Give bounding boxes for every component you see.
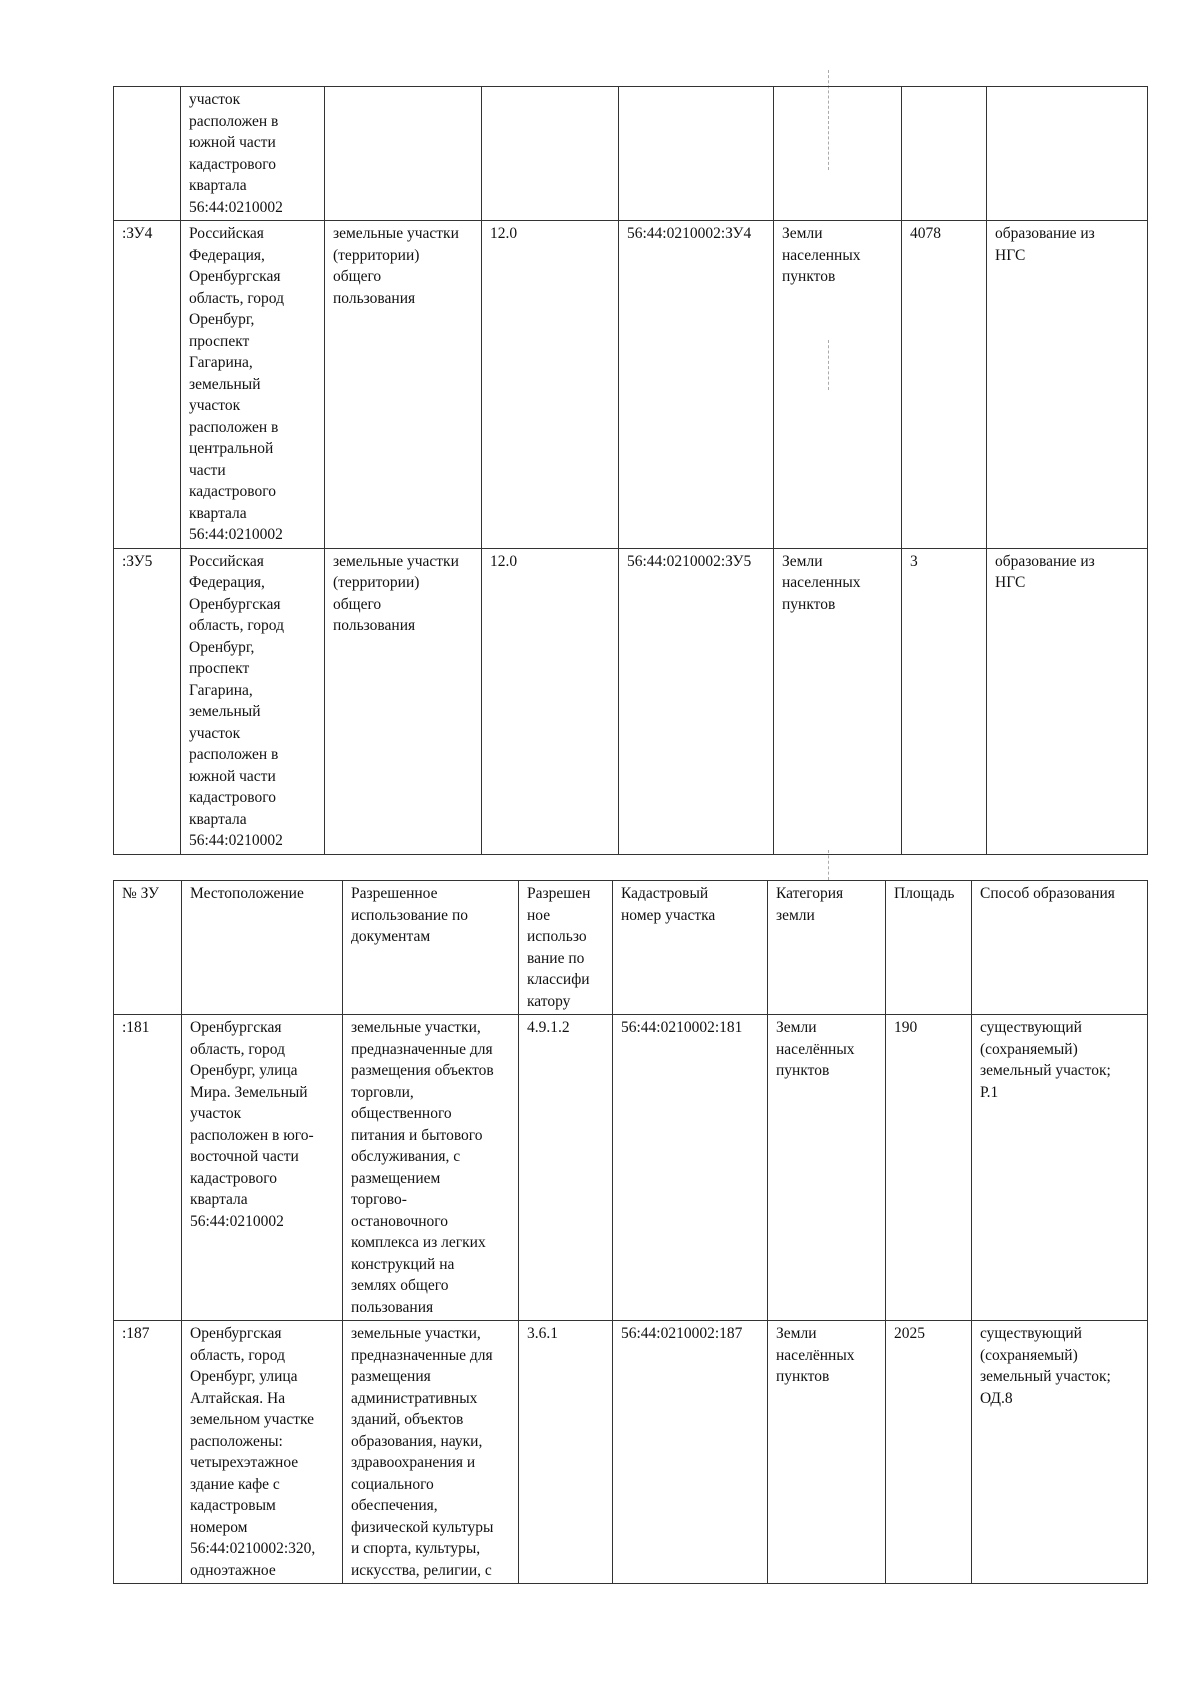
header-land-category: Категория земли [768, 881, 886, 1015]
header-area: Площадь [886, 881, 972, 1015]
area-cell: 3 [902, 548, 987, 854]
permitted-use-cell: земельные участки, предназначенные для размещения административных зданий, объектов образования, науки, здравоохранения и социального обеспечения, физической культуры и спорта, культуры, искусства, религии, с [343, 1321, 519, 1584]
land-category-cell: Земли населенных пунктов [774, 221, 902, 549]
table-row [114, 221, 1148, 549]
land-category-cell: Земли населённых пунктов [768, 1321, 886, 1584]
plot-number-cell: :181 [114, 1015, 182, 1321]
area-cell [902, 87, 987, 221]
location-cell: Оренбургская область, город Оренбург, улица Мира. Земельный участок расположен в юго- восточной части кадастрового квартала 56:44:0210002 [182, 1015, 343, 1321]
plot-number-cell: :187 [114, 1321, 182, 1584]
permitted-use-cell: земельные участки (территории) общего пользования [325, 221, 482, 549]
classifier-code-cell: 4.9.1.2 [519, 1015, 613, 1321]
header-formation-method: Способ образования [972, 881, 1148, 1015]
table-header-row [114, 881, 1148, 1015]
land-category-cell: Земли населённых пунктов [768, 1015, 886, 1321]
land-category-cell [774, 87, 902, 221]
permitted-use-cell: земельные участки (территории) общего пользования [325, 548, 482, 854]
classifier-code-cell: 12.0 [482, 548, 619, 854]
cadastral-number-cell: 56:44:0210002:ЗУ4 [619, 221, 774, 549]
cadastral-number-cell: 56:44:0210002:181 [613, 1015, 768, 1321]
location-cell: Оренбургская область, город Оренбург, улица Алтайская. На земельном участке расположены: четырехэтажное здание кафе с кадастровым номером 56:44:0210002:320, одноэтажное [182, 1321, 343, 1584]
location-cell: Российская Федерация, Оренбургская область, город Оренбург, проспект Гагарина, земельный участок расположен в центральной части кадастрового квартала 56:44:0210002 [181, 221, 325, 549]
classifier-code-cell [482, 87, 619, 221]
permitted-use-cell: земельные участки, предназначенные для размещения объектов торговли, общественного питания и бытового обслуживания, с размещением торгово- остановочного комплекса из легких конструкций на землях общего пользования [343, 1015, 519, 1321]
formation-method-cell: образование из НГС [987, 548, 1148, 854]
permitted-use-cell [325, 87, 482, 221]
header-plot-number: № ЗУ [114, 881, 182, 1015]
header-permitted-use: Разрешенное использование по документам [343, 881, 519, 1015]
scan-artifact-line [828, 850, 829, 880]
table-row [114, 548, 1148, 854]
classifier-code-cell: 3.6.1 [519, 1321, 613, 1584]
location-cell: участок расположен в южной части кадастрового квартала 56:44:0210002 [181, 87, 325, 221]
cadastral-number-cell [619, 87, 774, 221]
table-row [114, 87, 1148, 221]
plot-number-cell: :ЗУ5 [114, 548, 181, 854]
classifier-code-cell: 12.0 [482, 221, 619, 549]
formation-method-cell: существующий (сохраняемый) земельный участок; ОД.8 [972, 1321, 1148, 1584]
header-cadastral-number: Кадастровый номер участка [613, 881, 768, 1015]
area-cell: 4078 [902, 221, 987, 549]
table-row [114, 1015, 1148, 1321]
cadastral-number-cell: 56:44:0210002:187 [613, 1321, 768, 1584]
plot-number-cell [114, 87, 181, 221]
header-location: Местоположение [182, 881, 343, 1015]
land-plots-table-continued [113, 86, 1148, 855]
area-cell: 190 [886, 1015, 972, 1321]
land-plots-table [113, 880, 1148, 1584]
formation-method-cell: образование из НГС [987, 221, 1148, 549]
area-cell: 2025 [886, 1321, 972, 1584]
table-row [114, 1321, 1148, 1584]
land-category-cell: Земли населенных пунктов [774, 548, 902, 854]
formation-method-cell [987, 87, 1148, 221]
cadastral-number-cell: 56:44:0210002:ЗУ5 [619, 548, 774, 854]
formation-method-cell: существующий (сохраняемый) земельный участок; Р.1 [972, 1015, 1148, 1321]
plot-number-cell: :ЗУ4 [114, 221, 181, 549]
location-cell: Российская Федерация, Оренбургская область, город Оренбург, проспект Гагарина, земельный участок расположен в южной части кадастрового квартала 56:44:0210002 [181, 548, 325, 854]
header-classifier-use: Разрешен ное использо вание по классифи катору [519, 881, 613, 1015]
